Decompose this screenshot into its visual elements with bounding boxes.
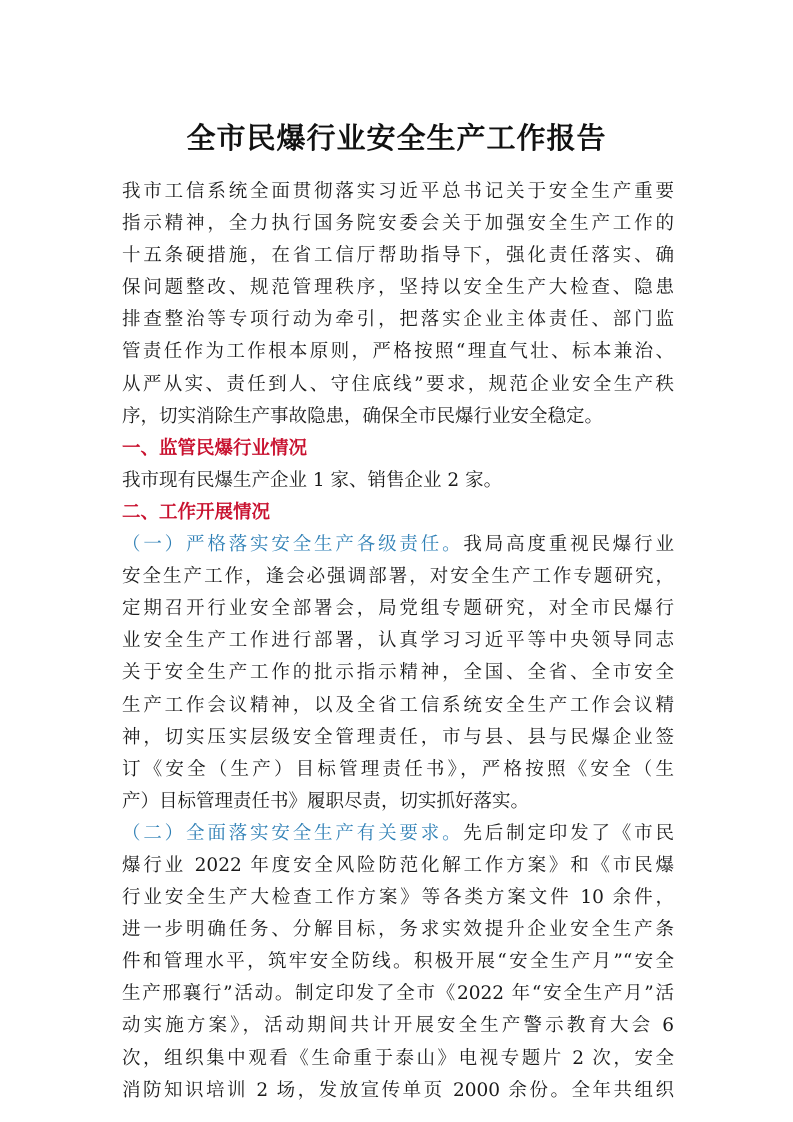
sub-1-line: 产）目标管理责任书》履职尽责，切实抓好落实。 xyxy=(122,790,530,812)
sub-2-line: 进一步明确任务、分解目标，务求实效提升企业安全生产条 xyxy=(122,919,674,941)
document-body xyxy=(122,176,674,1107)
sub-1-line: 安全生产工作，逢会必强调部署，对安全生产工作专题研究， xyxy=(122,566,674,588)
document-title: 全市民爆行业安全生产工作报告 xyxy=(186,121,607,155)
sub-heading-1: （一）严格落实安全生产各级责任。 xyxy=(122,534,464,556)
sub-2-line: 爆行业 2022 年度安全风险防范化解工作方案》和《市民爆 xyxy=(122,854,674,876)
sub-1-line: 定期召开行业安全部署会，局党组专题研究，对全市民爆行 xyxy=(122,598,674,620)
sub-1-line: 生产工作会议精神，以及全省工信系统安全生产工作会议精 xyxy=(122,694,674,716)
sub-2-line: 生产邢襄行”活动。制定印发了全市《2022 年“安全生产月”活 xyxy=(122,983,674,1005)
section-heading-2-text: 二、工作开展情况 xyxy=(122,501,271,523)
sub-2-line: 动实施方案》，活动期间共计开展安全生产警示教育大会 6 xyxy=(122,1015,674,1037)
intro-line: 保问题整改、规范管理秩序，坚持以安全生产大检查、隐患 xyxy=(122,277,674,299)
sub-1-line: 订《安全（生产）目标管理责任书》，严格按照《安全（生 xyxy=(122,758,674,780)
section-heading-1 xyxy=(122,433,674,465)
intro-line: 十五条硬措施，在省工信厅帮助指导下，强化责任落实、确 xyxy=(122,245,674,267)
sub-1-line: 业安全生产工作进行部署，认真学习习近平等中央领导同志 xyxy=(122,630,674,652)
section-heading-1-text: 一、监管民爆行业情况 xyxy=(122,437,308,459)
section-1-text: 我市现有民爆生产企业 1 家、销售企业 2 家。 xyxy=(122,469,503,491)
intro-line: 序，切实消除生产事故隐患，确保全市民爆行业安全稳定。 xyxy=(122,405,604,427)
sub-1-line: 关于安全生产工作的批示指示精神，全国、全省、全市安全 xyxy=(122,662,674,684)
intro-line: 指示精神，全力执行国务院安委会关于加强安全生产工作的 xyxy=(122,213,674,235)
sub-2-line: 行业安全生产大检查工作方案》等各类方案文件 10 余件， xyxy=(122,887,674,909)
intro-line: 我市工信系统全面贯彻落实习近平总书记关于安全生产重要 xyxy=(122,181,674,202)
intro-line: 从严从实、责任到人、守住底线”要求，规范企业安全生产秩 xyxy=(122,373,674,395)
section-heading-2 xyxy=(122,497,674,529)
sub-2-first-tail: 先后制定印发了《市民 xyxy=(463,822,674,844)
sub-section-2-first-line xyxy=(122,818,674,850)
sub-2-line: 消防知识培训 2 场，发放宣传单页 2000 余份。全年共组织 xyxy=(122,1079,674,1101)
sub-heading-2: （二）全面落实安全生产有关要求。 xyxy=(122,822,464,844)
sub-1-line: 神，切实压实层级安全管理责任，市与县、县与民爆企业签 xyxy=(122,726,674,748)
sub-section-1-first-line xyxy=(122,529,674,561)
sub-1-first-tail: 我局高度重视民爆行业 xyxy=(463,534,674,556)
intro-line: 管责任作为工作根本原则，严格按照“理直气壮、标本兼治、 xyxy=(122,341,674,363)
sub-2-line: 次，组织集中观看《生命重于泰山》电视专题片 2 次，安全 xyxy=(122,1047,674,1069)
intro-line: 排查整治等专项行动为牵引，把落实企业主体责任、部门监 xyxy=(122,309,674,331)
sub-2-line: 件和管理水平，筑牢安全防线。积极开展“安全生产月”“安全 xyxy=(122,951,674,973)
